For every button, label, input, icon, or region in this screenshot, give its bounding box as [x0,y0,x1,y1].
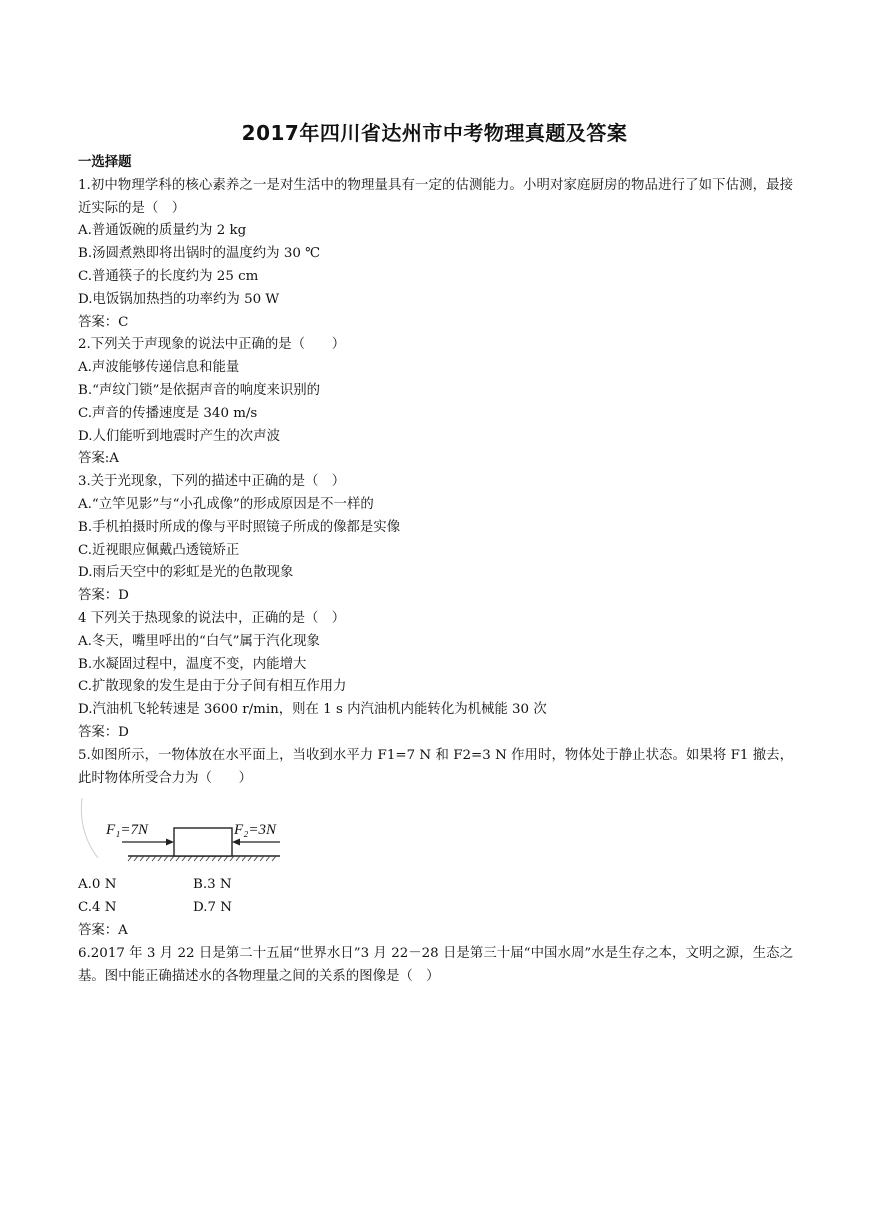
question-5 [78,745,793,943]
f2-arrowhead [232,839,240,846]
option-a: A.“立竿见影”与“小孔成像”的形成原因是不一样的 [78,496,374,512]
answer: 答案：D [78,588,129,604]
answer: 答案：A [78,922,128,938]
option-c: C.近视眼应佩戴凸透镜矫正 [78,542,240,558]
option-b: B.水凝固过程中，温度不变，内能增大 [78,656,307,672]
question-stem: 5.如图所示，一物体放在水平面上，当收到水平力 F1=7 N 和 F2=3 N 作用时，物体处于静止状态。如果将 F1 撤去，此时物体所受合力为（ ） [78,747,793,786]
answer: 答案:A [78,451,119,467]
document-body [78,152,793,988]
option-c: C.扩散现象的发生是由于分子间有相互作用力 [78,679,347,695]
option-a: A.声波能够传递信息和能量 [78,360,240,376]
question-stem: 4 下列关于热现象的说法中，正确的是（ ） [78,610,346,626]
option-c: C.4 N [78,900,117,916]
option-c: C.普通筷子的长度约为 25 cm [78,268,259,284]
question-4 [78,608,793,745]
f2-label: F₂=3N [234,822,277,839]
scan-artifact [81,798,98,858]
option-b: B.3 N [193,877,232,893]
question-stem: 3.关于光现象，下列的描述中正确的是（ ） [78,474,346,490]
f1-arrowhead [166,839,174,846]
option-a: A.0 N [78,877,117,893]
option-a: A.普通饭碗的质量约为 2 kg [78,223,247,239]
force-diagram-svg [78,792,298,866]
option-c: C.声音的传播速度是 340 m/s [78,405,258,421]
option-a: A.冬天，嘴里呼出的“白气”属于汽化现象 [78,633,320,649]
section-heading: 一选择题 [78,155,132,170]
question-3 [78,471,793,608]
question-1 [78,175,793,335]
option-d: D.雨后天空中的彩虹是光的色散现象 [78,565,294,581]
question-2 [78,334,793,471]
option-b: B.汤圆煮熟即将出锅时的温度约为 30 ℃ [78,246,321,262]
page-title: 2017年四川省达州市中考物理真题及答案 [241,121,628,145]
option-b: B.“声纹门锁”是依据声音的响度来识别的 [78,382,321,398]
question-6 [78,943,793,989]
options-row-1 [78,874,793,897]
ground-hatching [128,856,276,861]
option-d: D.汽油机飞轮转速是 3600 r/min，则在 1 s 内汽油机内能转化为机械能 30 次 [78,702,547,718]
option-d: D.电饭锅加热挡的功率约为 50 W [78,291,280,307]
block [174,828,232,856]
answer: 答案：C [78,314,129,330]
answer: 答案：D [78,724,129,740]
option-d: D.人们能听到地震时产生的次声波 [78,428,280,444]
force-diagram [78,792,793,866]
question-stem: 1.初中物理学科的核心素养之一是对生活中的物理量具有一定的估测能力。小明对家庭厨房的物品进行了如下估测，最接近实际的是（ ） [78,177,793,216]
options-row-2 [78,897,793,920]
question-stem: 6.2017 年 3 月 22 日是第二十五届“世界水日”3 月 22－28 日是第三十届“中国水周”水是生存之本，文明之源，生态之基。图中能正确描述水的各物理量之间的关系的图像是（ ） [78,945,793,984]
option-d: D.7 N [193,900,233,916]
question-stem: 2.下列关于声现象的说法中正确的是（ ） [78,337,346,353]
option-b: B.手机拍摄时所成的像与平时照镜子所成的像都是实像 [78,519,401,535]
f1-label: F₁=7N [106,822,149,839]
